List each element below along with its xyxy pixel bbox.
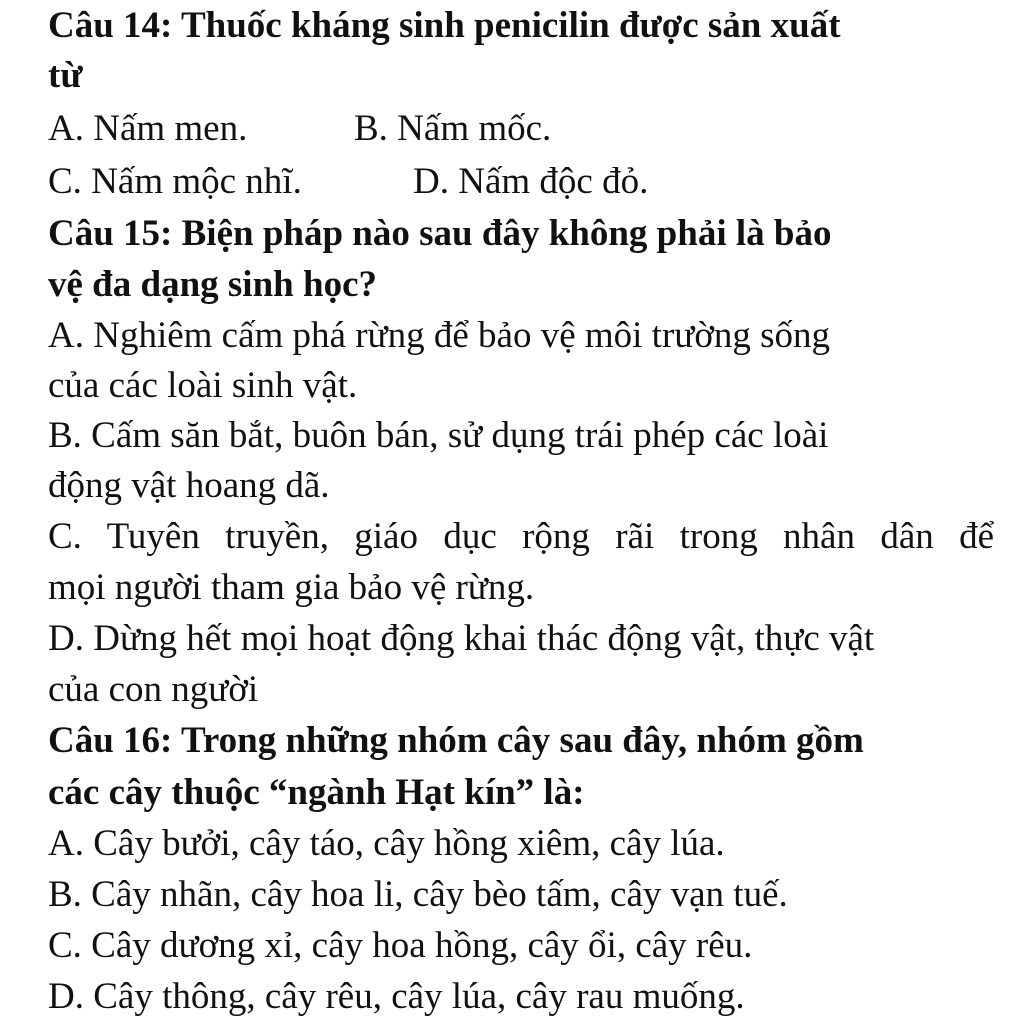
question-15-option-c-line1: C. Tuyên truyền, giáo dục rộng rãi trong nhân dân để bbox=[48, 516, 994, 557]
question-14-option-c: C. Nấm mộc nhĩ. bbox=[48, 161, 302, 202]
question-15-option-a-line1: A. Nghiêm cấm phá rừng để bảo vệ môi trường sống bbox=[48, 315, 831, 356]
question-15-option-b-line2: động vật hoang dã. bbox=[48, 465, 330, 506]
question-16-title-line1: Câu 16: Trong những nhóm cây sau đây, nhóm gồm bbox=[48, 720, 864, 761]
question-15-title-line2: vệ đa dạng sinh học? bbox=[48, 264, 377, 305]
question-14-option-b: B. Nấm mốc. bbox=[354, 108, 552, 149]
question-14-option-d: D. Nấm độc đỏ. bbox=[413, 161, 649, 202]
question-16-option-d: D. Cây thông, cây rêu, cây lúa, cây rau muống. bbox=[48, 976, 745, 1017]
question-15-option-d-line1: D. Dừng hết mọi hoạt động khai thác động vật, thực vật bbox=[48, 618, 875, 659]
question-15-option-d-line2: của con người bbox=[48, 669, 259, 710]
question-16-option-b: B. Cây nhãn, cây hoa li, cây bèo tấm, cây vạn tuế. bbox=[48, 874, 788, 915]
question-15-option-c-line2: mọi người tham gia bảo vệ rừng. bbox=[48, 567, 535, 608]
question-14-title-line2: từ bbox=[48, 55, 83, 96]
question-14-title-line1: Câu 14: Thuốc kháng sinh penicilin được sản xuất bbox=[48, 5, 841, 46]
question-16-option-a: A. Cây bưởi, cây táo, cây hồng xiêm, cây lúa. bbox=[48, 823, 725, 864]
question-15-option-b-line1: B. Cấm săn bắt, buôn bán, sử dụng trái phép các loài bbox=[48, 415, 829, 456]
question-16-option-c: C. Cây dương xỉ, cây hoa hồng, cây ổi, cây rêu. bbox=[48, 925, 753, 966]
question-15-title-line1: Câu 15: Biện pháp nào sau đây không phải là bảo bbox=[48, 213, 832, 254]
question-15-option-a-line2: của các loài sinh vật. bbox=[48, 365, 358, 406]
question-16-title-line2: các cây thuộc “ngành Hạt kín” là: bbox=[48, 772, 585, 813]
question-14-option-a: A. Nấm men. bbox=[48, 108, 248, 149]
